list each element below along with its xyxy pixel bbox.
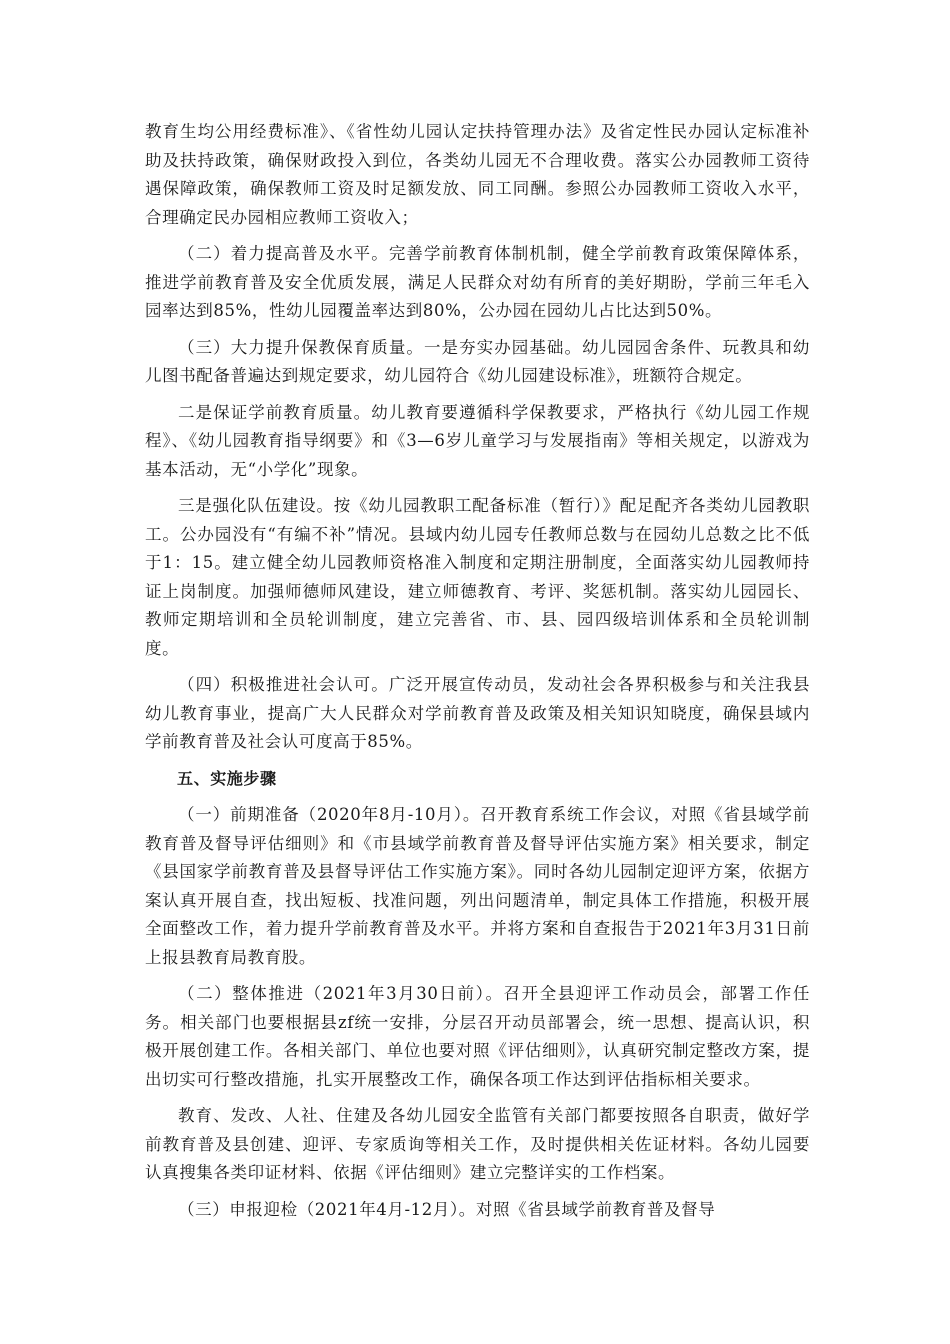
paragraph-ensure-quality: 二是保证学前教育质量。幼儿教育要遵循科学保教要求，严格执行《幼儿园工作规程》、《幼儿园教育指导纲要》和《3—6岁儿童学习与发展指南》等相关规定，以游戏为基本活动，无“小学化”现象。 xyxy=(145,402,810,479)
step-overall-advance: （二）整体推进（2021年3月30日前）。召开全县迎评工作动员会，部署工作任务。相关部门也要根据县zf统一安排，分层召开动员部署会，统一思想、提高认识，积极开展创建工作。各相关部门、单位也要对照《评估细则》，认真研究制定整改方案，提出切实可行整改措施，扎实开展整改工作，确保各项工作达到评估指标相关要求。 xyxy=(145,984,810,1089)
step-preparation: （一）前期准备（2020年8月-10月）。召开教育系统工作会议，对照《省县域学前教育普及督导评估细则》和《市县域学前教育普及督导评估实施方案》相关要求，制定《县国家学前教育普及县督导评估工作实施方案》。同时各幼儿园制定迎评方案，依据方案认真开展自查，找出短板、找准问题，列出问题清单，制定具体工作措施，积极开展全面整改工作，着力提升学前教育普及水平。并将方案和自查报告于2021年3月31日前上报县教育局教育股。 xyxy=(145,805,810,967)
section-heading-implementation-steps: 五、实施步骤 xyxy=(177,768,277,788)
paragraph-funding-standards: 教育生均公用经费标准》、《省性幼儿园认定扶持管理办法》及省定性民办园认定标准补助及扶持政策，确保财政投入到位，各类幼儿园无不合理收费。落实公办园教师工资待遇保障政策，确保教师工资及时足额发放、同工同酬。参照公办园教师工资收入水平，合理确定民办园相应教师工资收入； xyxy=(145,122,810,227)
paragraph-social-recognition: （四）积极推进社会认可。广泛开展宣传动员，发动社会各界积极参与和关注我县幼儿教育事业，提高广大人民群众对学前教育普及政策及相关知识知晓度，确保县域内学前教育普及社会认可度高于85%。 xyxy=(145,675,810,751)
step-application-inspection: （三）申报迎检（2021年4月-12月）。对照《省县域学前教育普及督导 xyxy=(178,1199,716,1219)
document-page xyxy=(145,118,810,1224)
paragraph-improve-popularization: （二）着力提高普及水平。完善学前教育体制机制，健全学前教育政策保障体系，推进学前教育普及安全优质发展，满足人民群众对幼有所育的美好期盼，学前三年毛入园率达到85%，性幼儿园覆盖率达到80%，公办园在园幼儿占比达到50%。 xyxy=(145,244,810,320)
paragraph-improve-quality: （三）大力提升保教保育质量。一是夯实办园基础。幼儿园园舍条件、玩教具和幼儿图书配备普遍达到规定要求，幼儿园符合《幼儿园建设标准》，班额符合规定。 xyxy=(145,337,810,385)
paragraph-department-duties: 教育、发改、人社、住建及各幼儿园安全监管有关部门都要按照各自职责，做好学前教育普及县创建、迎评、专家质询等相关工作，及时提供相关佐证材料。各幼儿园要认真搜集各类印证材料、依据《评估细则》建立完整详实的工作档案。 xyxy=(145,1106,810,1182)
paragraph-teacher-team: 三是强化队伍建设。按《幼儿园教职工配备标准（暂行）》配足配齐各类幼儿园教职工。公办园没有“有编不补”情况。县域内幼儿园专任教师总数与在园幼儿总数之比不低于1：15。建立健全幼儿园教师资格准入制度和定期注册制度，全面落实幼儿园教师持证上岗制度。加强师德师风建设，建立师德教育、考评、奖惩机制。落实幼儿园园长、教师定期培训和全员轮训制度，建立完善省、市、县、园四级培训体系和全员轮训制度。 xyxy=(145,496,810,658)
